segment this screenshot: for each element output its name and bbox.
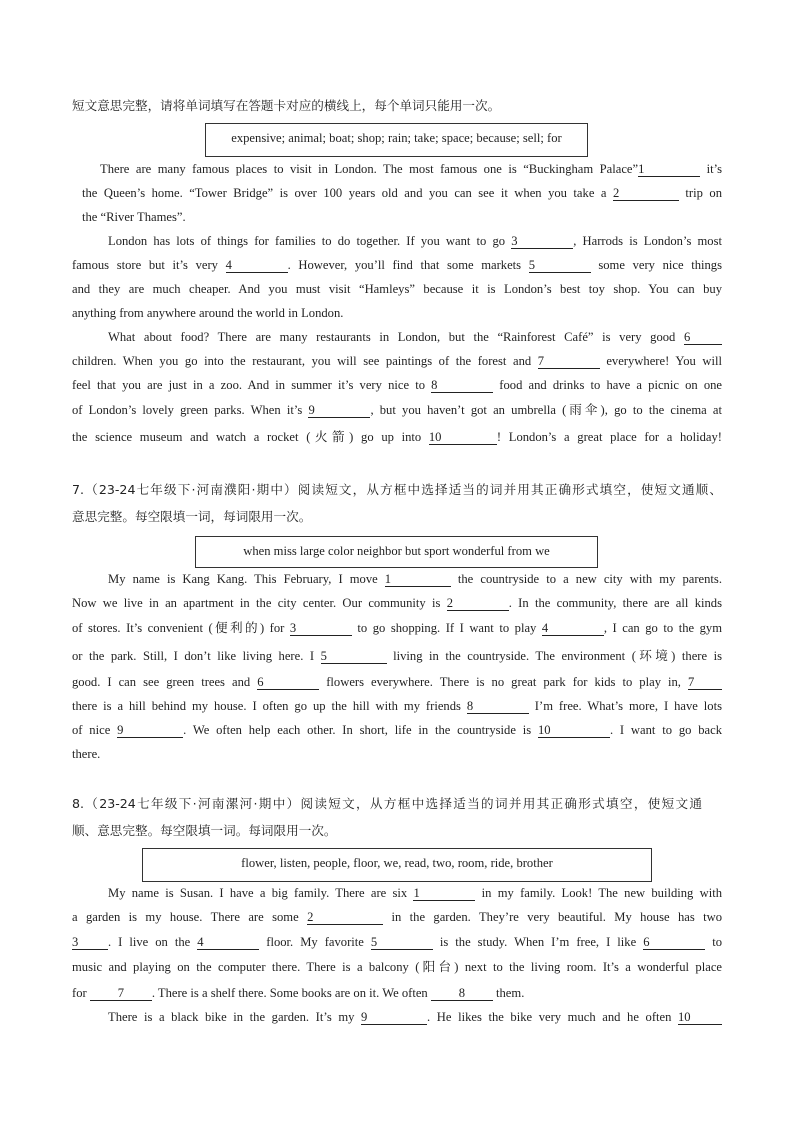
answer-blank-9[interactable]: 9 [117,723,183,738]
text-segment: the “River Thames”. [82,210,186,224]
answer-blank-7[interactable]: 7 [688,675,722,690]
text-segment: , I can go to the gym [603,621,722,635]
text-line [72,595,722,611]
text-line [82,185,722,201]
text-segment: 短文意思完整，请将单词填写在答题卡对应的横线上，每个单词只能用一次。 [72,99,501,113]
text-segment: Now we live in an apartment in the city center. Our community is [72,596,447,610]
text-segment: There is a black bike in the garden. It’s my [108,1010,362,1024]
answer-blank-6[interactable]: 6 [257,675,319,690]
text-segment: music and playing on the computer there. There is a balcony (阳台) next to the living room. It’s a wonderful place [72,960,722,974]
text-segment: of stores. It’s convenient (便利的) for [72,621,290,635]
word-bank-2: when miss large color neighbor but sport wonderful from we [195,536,598,568]
text-segment: , but you haven’t got an umbrella (雨伞), go to the cinema at [370,403,723,417]
answer-blank-10[interactable]: 10 [678,1010,722,1025]
text-segment: trip on [678,186,722,200]
text-segment: is the study. When I’m free, I like [432,935,644,949]
text-segment: My name is Kang Kang. This February, I move [108,572,385,586]
text-line [72,698,722,714]
answer-blank-5[interactable]: 5 [321,649,387,664]
answer-blank-9[interactable]: 9 [308,403,370,418]
answer-blank-7[interactable]: 7 [90,986,152,1001]
text-segment: . There is a shelf there. Some books are on it. We often [151,986,431,1000]
text-segment: . However, you’ll find that some markets [287,258,529,272]
text-segment: What about food? There are many restaurants in London, but the “Rainforest Café” is very good [108,330,684,344]
text-segment: to [705,935,722,949]
text-segment: the Queen’s home. “Tower Bridge” is over 100 years old and you can see it when you take a [82,186,613,200]
answer-blank-6[interactable]: 6 [643,935,705,950]
text-segment: food and drinks to have a picnic on one [493,378,722,392]
answer-blank-10[interactable]: 10 [429,430,497,445]
text-line [108,571,722,587]
answer-blank-8[interactable]: 8 [467,699,529,714]
text-line [72,353,722,369]
text-segment: and they are much cheaper. And you must visit “Hamleys” because it is London’s best toy shop. You can buy [72,282,722,296]
text-line [72,509,722,525]
answer-blank-4[interactable]: 4 [542,621,604,636]
text-segment: there. [72,747,101,761]
answer-blank-4[interactable]: 4 [197,935,259,950]
text-segment: There are many famous places to visit in London. The most famous one is “Buckingham Palace” [100,162,639,176]
answer-blank-3[interactable]: 3 [290,621,352,636]
text-line [72,985,722,1001]
text-line [72,402,722,418]
word-bank-1: expensive; animal; boat; shop; rain; take; space; because; sell; for [205,123,588,157]
answer-blank-4[interactable]: 4 [226,258,288,273]
answer-blank-3[interactable]: 3 [72,935,108,950]
text-segment: . I live on the [108,935,198,949]
text-line [72,377,722,393]
text-segment: or the park. Still, I don’t like living here. I [72,649,321,663]
text-line [72,909,722,925]
text-segment: London has lots of things for families to do together. If you want to go [108,234,512,248]
answer-blank-8[interactable]: 8 [431,986,493,1001]
text-segment: . In the community, there are all kinds [508,596,722,610]
text-segment: I’m free. What’s more, I have lots [528,699,722,713]
text-line [72,746,722,762]
answer-blank-8[interactable]: 8 [431,378,493,393]
text-segment: living in the countryside. The environment (环境) there is [386,649,722,663]
text-segment: 意思完整。每空限填一词，每词限用一次。 [72,509,312,524]
text-segment: good. I can see green trees and [72,675,258,689]
text-segment: of London’s lovely green parks. When it’s [72,403,309,417]
text-line [72,482,722,498]
text-segment: everywhere! You will [599,354,722,368]
text-line [72,823,722,839]
answer-blank-7[interactable]: 7 [538,354,600,369]
answer-blank-1[interactable]: 1 [413,886,475,901]
answer-blank-9[interactable]: 9 [361,1010,427,1025]
text-segment: . I want to go back [609,723,723,737]
answer-blank-1[interactable]: 1 [385,572,451,587]
text-line [108,885,722,901]
text-segment: 8.（23-24七年级下·河南漯河·期中）阅读短文，从方框中选择适当的词并用其正确形式填空，使短文通 [72,796,702,811]
text-segment: 顺、意思完整。每空限填一词。每词限用一次。 [72,823,337,838]
answer-blank-3[interactable]: 3 [511,234,573,249]
answer-blank-10[interactable]: 10 [538,723,610,738]
text-segment: My name is Susan. I have a big family. There are six [108,886,414,900]
text-segment: there is a hill behind my house. I often go up the hill with my friends [72,699,467,713]
text-segment: the science museum and watch a rocket (火箭) go up into [72,430,429,444]
text-line [100,161,722,177]
text-segment: children. When you go into the restaurant, you will see paintings of the forest and [72,354,538,368]
text-segment: , Harrods is London’s most [573,234,723,248]
answer-blank-2[interactable]: 2 [447,596,509,611]
text-line [72,620,722,636]
text-segment: the countryside to a new city with my parents. [450,572,722,586]
text-segment: a garden is my house. There are some [72,910,308,924]
text-segment: feel that you are just in a zoo. And in summer it’s very nice to [72,378,432,392]
text-segment: famous store but it’s very [72,258,226,272]
text-segment: some very nice things [590,258,722,272]
text-segment: them. [492,986,525,1000]
answer-blank-6[interactable]: 6 [684,330,722,345]
text-line [72,722,722,738]
answer-blank-5[interactable]: 5 [529,258,591,273]
answer-blank-1[interactable]: 1 [638,162,700,177]
text-line [72,648,722,664]
answer-blank-5[interactable]: 5 [371,935,433,950]
text-line [72,305,722,321]
text-segment: in the garden. They’re very beautiful. My house has two [383,910,723,924]
answer-blank-2[interactable]: 2 [307,910,383,925]
text-line [108,1009,722,1025]
text-segment: . He likes the bike very much and he often [427,1010,678,1024]
text-segment: to go shopping. If I want to play [351,621,542,635]
text-segment: 7.（23-24七年级下·河南濮阳·期中）阅读短文，从方框中选择适当的词并用其正确形式填空，使短文通顺、 [72,482,722,497]
text-line [72,429,722,445]
text-line [108,233,722,249]
text-line [108,329,722,345]
text-line [72,257,722,273]
text-segment: in my family. Look! The new building with [475,886,722,900]
text-segment: anything from anywhere around the world in London. [72,306,344,320]
text-segment: it’s [700,162,722,176]
word-bank-3: flower, listen, people, floor, we, read, two, room, ride, brother [142,848,652,882]
text-line [72,934,722,950]
text-segment: ! London’s a great place for a holiday! [496,430,722,444]
text-line [72,98,722,114]
answer-blank-2[interactable]: 2 [613,186,679,201]
text-line [72,796,702,812]
text-segment: flowers everywhere. There is no great park for kids to play in, [319,675,688,689]
text-line [82,209,722,225]
text-segment: of nice [72,723,118,737]
text-line [72,281,722,297]
text-segment: . We often help each other. In short, life in the countryside is [183,723,538,737]
text-segment: for [72,986,90,1000]
text-line [72,674,722,690]
text-segment: floor. My favorite [259,935,371,949]
text-line [72,959,722,975]
